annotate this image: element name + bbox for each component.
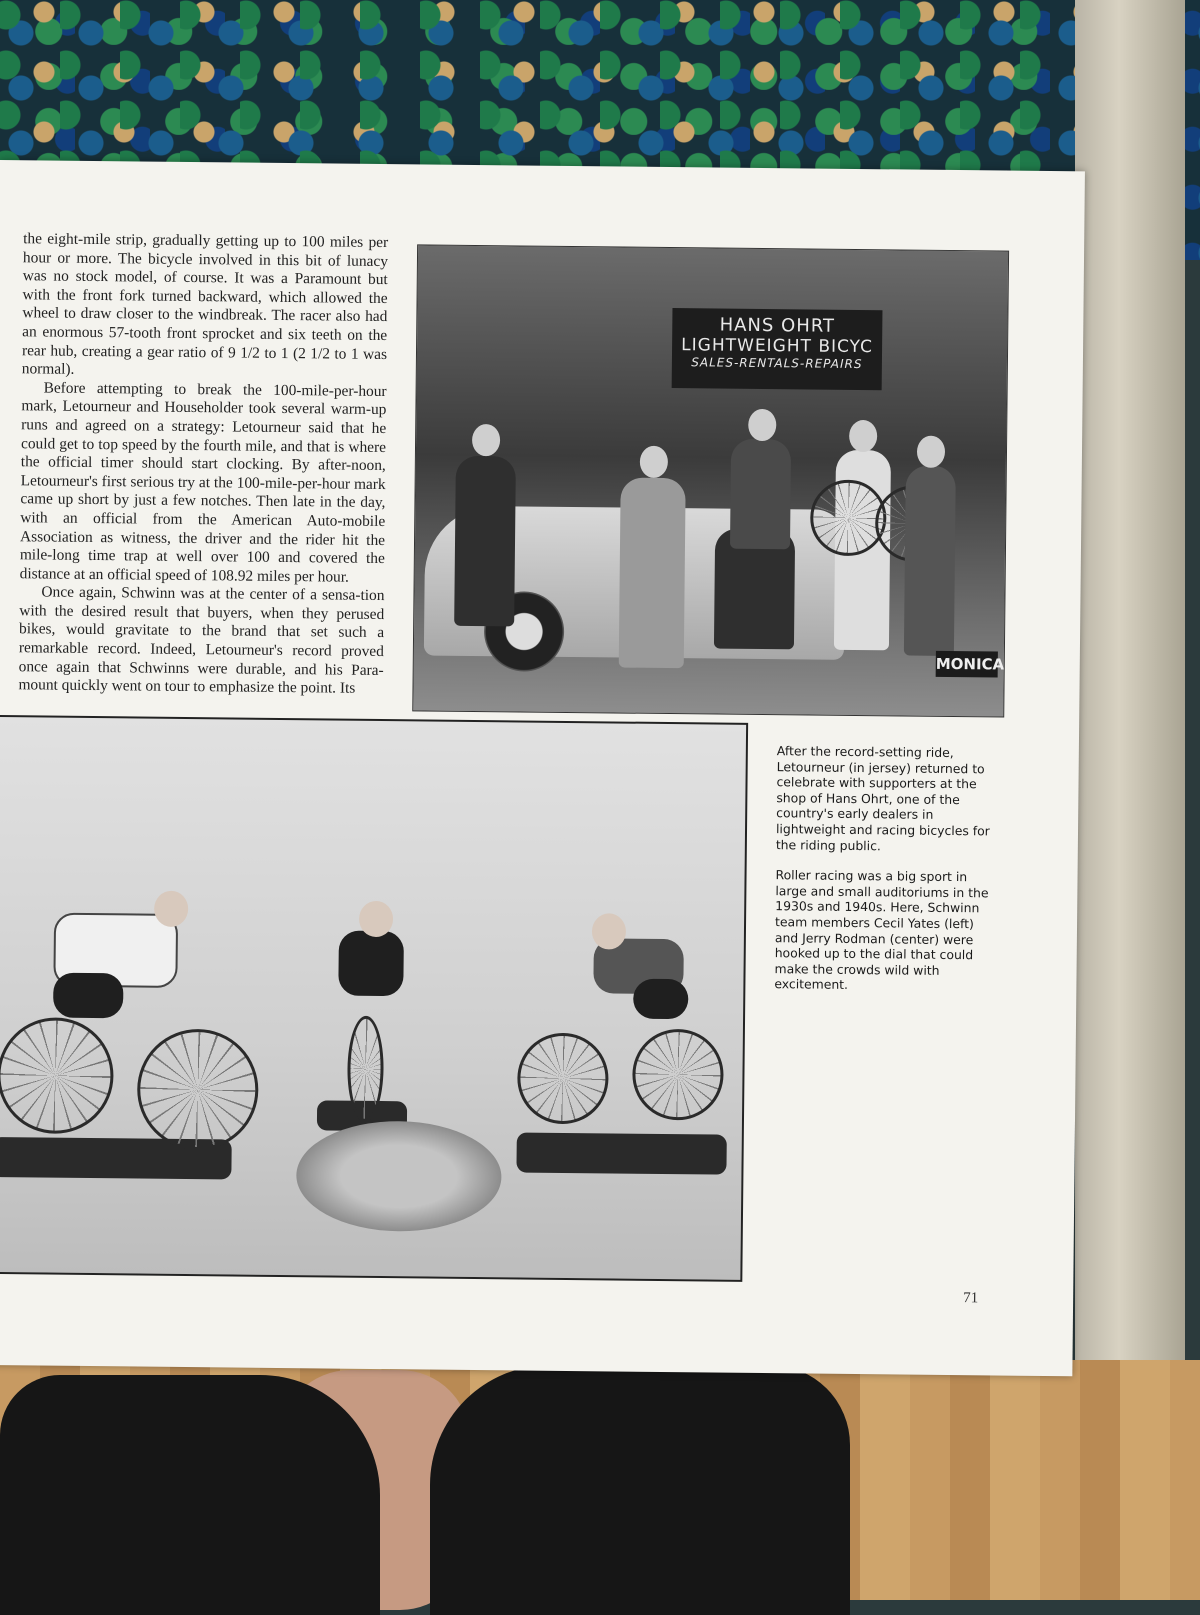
caption-shop-photo: After the record-setting ride, Letourneur (in jersey) returned to celebrate with supporters at the shop of Hans Ohrt, one of the country's early dealers in lightweight and racing bicycles for the riding public. <box>775 743 990 853</box>
book-page <box>0 160 1085 1376</box>
body-text-column <box>18 230 388 699</box>
roller-platform <box>516 1132 726 1174</box>
sign-line: SALES-RENTALS-REPAIRS <box>691 355 863 372</box>
bicycle-wheel <box>0 1017 114 1134</box>
person <box>454 456 516 627</box>
person <box>619 478 686 669</box>
page-number: 71 <box>963 1290 979 1307</box>
bicycle-wheel <box>517 1032 609 1124</box>
roller-racing-photo <box>0 715 748 1282</box>
person <box>904 466 956 657</box>
rider-shorts <box>633 979 688 1020</box>
bicycle-wheel <box>137 1028 259 1150</box>
paragraph: Before attempting to break the 100-mile-per-hour mark, Letourneur and Householder took several warm-up runs and agreed on a strategy: Letourneur said that he could get to top speed by the fourth mile, and that is where the official timer should start clocking. By after-noon, Letourneur's first serious try at the 100-mile-per-hour mark came up short by just a few notches. Then late in the day, with an official from the American Auto-mobile Association as witness, the driver and the rider hit the mile-long time trap at well over 100 and covered the distance at an official speed of 108.92 miles per hour. <box>19 379 387 586</box>
sign-line: HANS OHRT <box>719 314 836 337</box>
rider-head <box>359 901 393 937</box>
racing-dial <box>296 1120 502 1232</box>
person <box>730 439 791 550</box>
bicycle-wheel <box>632 1029 724 1121</box>
shop-sign <box>672 308 883 390</box>
shop-photo <box>412 244 1009 717</box>
left-leg <box>0 1375 380 1615</box>
street-sign: MONICA <box>936 651 998 678</box>
paragraph: the eight-mile strip, gradually getting up to 100 miles per hour or more. The bicycle involved in this bit of lunacy was no stock model, of course. It was a Paramount but with the front fork turned backward, which allowed the wheel to draw closer to the windbreak. The racer also had an enormous 57-tooth front sprocket and six teeth on the rear hub, creating a gear ratio of 9 1/2 to 1 (2 1/2 to 1 was normal). <box>21 230 389 378</box>
rider-head <box>154 891 188 927</box>
right-leg <box>430 1365 850 1615</box>
caption-roller-racing: Roller racing was a big sport in large and small auditoriums in the 1930s and 1940s. Here, Schwinn team members Cecil Yates (left) and Jerry Rodman (center) were hooked up to the dial that could make the crowds wild with excitement. <box>774 867 989 993</box>
caption-column <box>774 743 1002 1009</box>
person-head <box>917 436 945 468</box>
glass-table-edge <box>1075 0 1185 1380</box>
rider-jersey <box>338 931 404 997</box>
rider-shorts <box>53 973 123 1019</box>
paragraph: Once again, Schwinn was at the center of a sensa-tion with the desired result that buyers, when they perused bikes, would gravitate to the brand that set such a remarkable record. Indeed, Letourneur's record proved once again that Schwinns were durable, and his Para-mount quickly went on tour to emphasize the point. Its <box>18 583 385 697</box>
person-head <box>472 424 500 456</box>
person-head <box>748 409 776 441</box>
sign-line: LIGHTWEIGHT BICYC <box>681 335 874 358</box>
rider-head <box>592 913 626 949</box>
person-head <box>640 446 668 478</box>
person-head <box>849 420 877 452</box>
